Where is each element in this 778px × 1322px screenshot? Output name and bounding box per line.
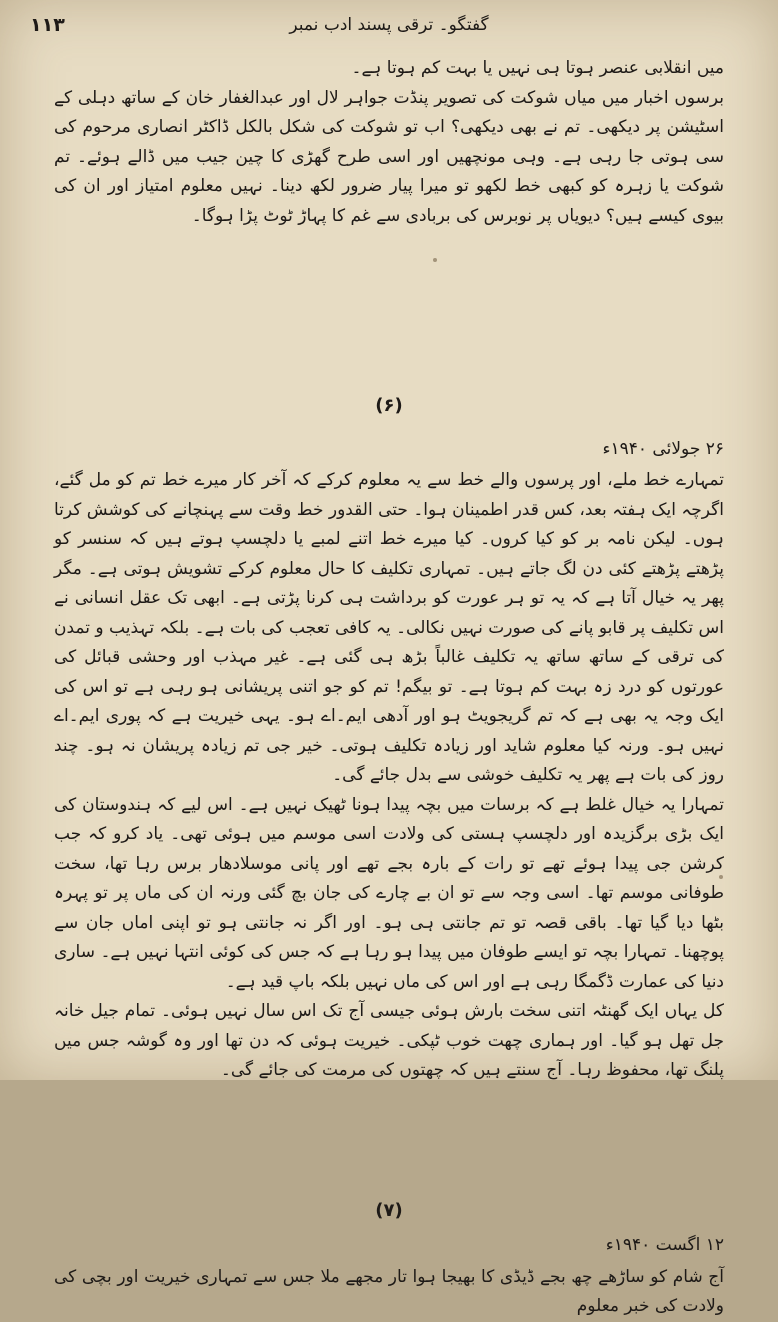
page-body — [54, 54, 724, 1322]
paragraph: برسوں اخبار میں میاں شوکت کی تصویر پنڈت جواہر لال اور عبدالغفار خان کے ساتھ دہلی کے اسٹیشن پر دیکھی۔ تم نے بھی دیکھی؟ اب تو شوکت کی شکل بالکل ڈاکٹر انصاری مرحوم کی سی ہوتی جا رہی ہے۔ وہی مونچھیں اور اسی طرح گھڑی کا چین جیب میں ڈالے ہوئے۔ تم شوکت یا زہرہ کو کبھی خط لکھو تو میرا پیار ضرور لکھ دینا۔ نہیں معلوم امتیاز اور ان کی بیوی کیسے ہیں؟ دیویاں پر نوبرس کی بربادی سے غم کا پہاڑ ٹوٹ پڑا ہوگا۔ — [54, 87, 724, 226]
paragraph: تمہارا یہ خیال غلط ہے کہ برسات میں بچہ پیدا ہونا ٹھیک نہیں ہے۔ اس لیے کہ ہندوستان کی ایک بڑی برگزیدہ اور دلچسپ ہستی کی ولادت اسی موسم میں ہوئی تھی۔ یاد کرو کہ جب کرشن جی پیدا ہوئے تھے تو رات کے بارہ بجے تھے اور پانی موسلادھار برس رہا تھا، سخت طوفانی موسم تھا۔ اسی وجہ سے تو ان بے چارے کی جان بچ گئی ورنہ ان کی ماں پر تو پہرہ بٹھا دیا گیا تھا۔ باقی قصہ تو تم جانتی ہی ہو۔ اور اگر نہ جانتی ہو تو اپنی اماں جان سے پوچھنا۔ تمہارا بچہ تو ایسے طوفان میں پیدا ہو رہا ہے کہ جس کی کوئی انتہا نہیں ہے۔ ساری دنیا کی عمارت ڈگمگا رہی ہے اور اس کی ماں نہیں بلکہ باپ قید ہے۔ — [54, 794, 724, 992]
paragraph: کل یہاں ایک گھنٹہ اتنی سخت بارش ہوئی جیسی آج تک اس سال نہیں ہوئی۔ تمام جیل خانہ جل تھل ہو گیا۔ اور ہماری چھت خوب ٹپکی۔ خیریت ہوئی کہ دن تھا اور وہ گوشہ جس میں پلنگ تھا، محفوظ رہا۔ آج سنتے ہیں کہ چھتوں کی مرمت کی جائے گی۔ — [54, 1001, 724, 1080]
running-head: گفتگو۔ ترقی پسند ادب نمبر — [289, 15, 489, 35]
page-header — [30, 14, 748, 44]
letter-date: ۲۶ جولائی ۱۹۴۰ء — [602, 438, 724, 459]
page-number: ۱۱۳ — [30, 14, 65, 36]
paragraph: میں انقلابی عنصر ہوتا ہی نہیں یا بہت کم ہوتا ہے۔ — [351, 58, 724, 78]
letter-number: (۶) — [375, 395, 403, 416]
paragraph: آج شام کو ساڑھے چھ بجے ڈیڈی کا بھیجا ہوا تار مجھے ملا جس سے تمہاری خیریت اور بچی کی ولادت کی خبر معلوم — [54, 1266, 724, 1316]
paper-speck — [719, 875, 723, 879]
paper-speck — [433, 258, 437, 262]
letter-date: ۱۲ اگست ۱۹۴۰ء — [605, 1235, 724, 1255]
letter-number: (۷) — [375, 1199, 403, 1221]
paragraph: تمہارے خط ملے، اور پرسوں والے خط سے یہ معلوم کرکے کہ آخر کار میرے خط تم کو مل گئے، اگرچہ ایک ہفتہ بعد، کس قدر اطمینان ہوا۔ حتی القدور خط وقت سے پہنچانے کی کوشش کرتا ہوں۔ لیکن نامہ بر کو کیا کروں۔ کیا میرے خط اتنے لمبے یا دلچسپ ہوتے ہیں کہ سنسر کو پڑھتے پڑھتے کئی دن لگ جاتے ہیں۔ تمہاری تکلیف کا حال معلوم کرکے تشویش ہوتی ہے۔ مگر پھر یہ خیال آتا ہے کہ یہ تو ہر عورت کو برداشت ہی کرنا پڑتی ہے۔ ابھی تک عقل انسانی نے اس تکلیف پر قابو پانے کی صورت نہیں نکالی۔ یہ کافی تعجب کی بات ہے۔ بلکہ تہذیب و تمدن کی ترقی کے ساتھ ساتھ یہ تکلیف غالباً بڑھ ہی گئی ہے۔ غیر مہذب اور وحشی قبائل کی عورتوں کو درد زہ بہت کم ہوتا ہے۔ تو بیگم! تم کو جو اتنی پریشانی ہو رہی ہے تو اس کی ایک وجہ یہ بھی ہے کہ تم گریجویٹ ہو اور آدھی ایم۔اے ہو۔ یہی خیریت ہے کہ پوری ایم۔اے نہیں ہو۔ ورنہ کیا معلوم شاید اور زیادہ تکلیف ہوتی۔ خیر جی تم زیادہ پریشان نہ ہو۔ چند روز کی بات ہے پھر یہ تکلیف خوشی سے بدل جائے گی۔ — [54, 470, 724, 785]
